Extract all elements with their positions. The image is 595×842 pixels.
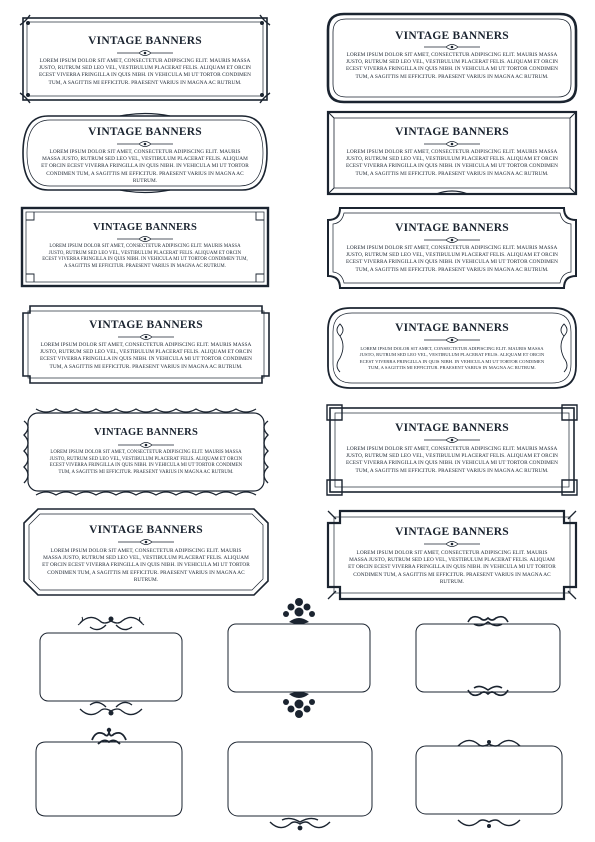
blank-frame-1 [38,611,184,721]
banner-body-text: LOREM IPSUM DOLOR SIT AMET, CONSECTETUR ADIPISCING ELIT. MAURIS MASSA JUSTO, RUTRUM SED LEO VEL, VESTIBULUM PLACERAT FELIS. ALIQUAM ET ORCIN ECEST VIVERRA FRINGILLA IN QUIS NIBH. IN VEHICULA MI UT TORTOR CONDIMEN TUM, A SAGITTIS MI EFFICITUR. PRAESENT VARIUS IN MAGNA AC RUTRUM. [42,244,248,269]
vintage-banner-11 [22,507,270,597]
banner-body-text: LOREM IPSUM DOLOR SIT AMET, CONSECTETUR ADIPISCING ELIT. MAURIS MASSA JUSTO, RUTRUM SED LEO VEL, VESTIBULUM PLACERAT FELIS. ALIQUAM ET ORCIN ECEST VIVERRA FRINGILLA IN QUIS NIBH. IN VEHICULA MI UT TORTOR CONDIMEN TUM, A SAGITTIS MI EFFICITUR. PRAESENT VARIUS IN MAGNA AC RUTRUM. [348,550,556,585]
flourish-divider [422,540,482,548]
banner-title: VINTAGE BANNERS [88,35,202,47]
vintage-banner-5 [20,206,270,288]
flourish-divider [115,49,175,57]
banner-title: VINTAGE BANNERS [395,30,509,42]
banner-title: VINTAGE BANNERS [395,222,509,234]
flourish-divider [116,333,176,341]
ornament-bottom [283,692,315,718]
vintage-banner-1 [20,15,270,103]
blank-frame-4 [34,726,184,820]
vintage-banner-7 [20,303,272,386]
banner-body-text: LOREM IPSUM DOLOR SIT AMET, CONSECTETUR ADIPISCING ELIT. MAURIS MASSA JUSTO, RUTRUM SED LEO VEL, VESTIBULUM PLACERAT FELIS. ALIQUAM ET ORCIN ECEST VIVERRA FRINGILLA IN QUIS NIBH. IN VEHICULA MI UT TORTOR CONDIMEN TUM, A SAGITTIS MI EFFICITUR. PRAESENT VARIUS IN MAGNA AC RUTRUM. [42,548,250,583]
banner-body-text: LOREM IPSUM DOLOR SIT AMET, CONSECTETUR ADIPISCING ELIT. MAURIS MASSA JUSTO, RUTRUM SED LEO VEL, VESTIBULUM PLACERAT FELIS. ALIQUAM ET ORCIN ECEST VIVERRA FRINGILLA IN QUIS NIBH. IN VEHICULA MI UT TORTOR CONDIMEN TUM, A SAGITTIS MI EFFICITUR. PRAESENT VARIUS IN MAGNA AC RUTRUM. [38,58,252,86]
banner-title: VINTAGE BANNERS [89,319,203,331]
flourish-divider [116,441,176,449]
vintage-banner-4 [326,110,578,196]
vintage-banner-12 [326,509,578,601]
flourish-divider [422,436,482,444]
banner-body-text: LOREM IPSUM DOLOR SIT AMET, CONSECTETUR ADIPISCING ELIT. MAURIS MASSA JUSTO, RUTRUM SED LEO VEL, VESTIBULUM PLACERAT FELIS. ALIQUAM ET ORCIN ECEST VIVERRA FRINGILLA IN QUIS NIBH. IN VEHICULA MI UT TORTOR CONDIMEN TUM, A SAGITTIS MI EFFICITUR. PRAESENT VARIUS IN MAGNA AC RUTRUM. [345,149,559,177]
banner-body-text: LOREM IPSUM DOLOR SIT AMET, CONSECTETUR ADIPISCING ELIT. MAURIS MASSA JUSTO, RUTRUM SED LEO VEL, VESTIBULUM PLACERAT FELIS. ALIQUAM ET ORCIN ECEST VIVERRA FRINGILLA IN QUIS NIBH. IN VEHICULA MI UT TORTOR CONDIMEN TUM, A SAGITTIS MI EFFICITUR. PRAESENT VARIUS IN MAGNA AC RUTRUM. [359,346,545,370]
vintage-banner-9 [22,407,270,497]
banner-body-text: LOREM IPSUM DOLOR SIT AMET, CONSECTETUR ADIPISCING ELIT. MAURIS MASSA JUSTO, RUTRUM SED LEO VEL, VESTIBULUM PLACERAT FELIS. ALIQUAM ET ORCIN ECEST VIVERRA FRINGILLA IN QUIS NIBH. IN VEHICULA MI UT TORTOR CONDIMEN TUM, A SAGITTIS MI EFFICITUR. PRAESENT VARIUS IN MAGNA AC RUTRUM. [49,450,243,475]
flourish-divider [422,43,482,51]
vintage-banner-2 [326,12,578,104]
ornament-bottom [468,686,508,695]
vintage-banner-3 [20,113,270,193]
banner-title: VINTAGE BANNERS [395,322,509,334]
banner-title: VINTAGE BANNERS [395,526,509,538]
flourish-divider [422,140,482,148]
banner-body-text: LOREM IPSUM DOLOR SIT AMET, CONSECTETUR ADIPISCING ELIT. MAURIS MASSA JUSTO, RUTRUM SED LEO VEL, VESTIBULUM PLACERAT FELIS. ALIQUAM ET ORCIN ECEST VIVERRA FRINGILLA IN QUIS NIBH. IN VEHICULA MI UT TORTOR CONDIMEN TUM, A SAGITTIS MI EFFICITUR. PRAESENT VARIUS IN MAGNA AC RUTRUM. [39,342,253,370]
banner-title: VINTAGE BANNERS [395,126,509,138]
blank-frame-2 [226,596,372,720]
flourish-divider [422,336,482,344]
vintage-banner-8 [326,306,578,390]
vintage-banner-6 [326,206,578,290]
banner-body-text: LOREM IPSUM DOLOR SIT AMET, CONSECTETUR ADIPISCING ELIT. MAURIS MASSA JUSTO, RUTRUM SED LEO VEL, VESTIBULUM PLACERAT FELIS. ALIQUAM ET ORCIN ECEST VIVERRA FRINGILLA IN QUIS NIBH. IN VEHICULA MI UT TORTOR CONDIMEN TUM, A SAGITTIS MI EFFICITUR. PRAESENT VARIUS IN MAGNA AC RUTRUM. [345,245,559,273]
flourish-divider [115,235,175,243]
blank-frame-5 [226,740,374,836]
flourish-divider [116,538,176,546]
flourish-divider [422,236,482,244]
banner-title: VINTAGE BANNERS [93,427,199,438]
banner-title: VINTAGE BANNERS [92,222,198,233]
vintage-banner-10 [326,404,578,496]
flourish-divider [115,140,175,148]
ornament-top [283,598,315,624]
blank-frame-3 [414,614,562,700]
blank-frame-6 [414,736,564,832]
banner-title: VINTAGE BANNERS [395,422,509,434]
banner-title: VINTAGE BANNERS [89,524,203,536]
banner-title: VINTAGE BANNERS [88,126,202,138]
banner-body-text: LOREM IPSUM DOLOR SIT AMET, CONSECTETUR ADIPISCING ELIT. MAURIS MASSA JUSTO, RUTRUM SED LEO VEL, VESTIBULUM PLACERAT FELIS. ALIQUAM ET ORCIN ECEST VIVERRA FRINGILLA IN QUIS NIBH. IN VEHICULA MI UT TORTOR CONDIMEN TUM, A SAGITTIS MI EFFICITUR. PRAESENT VARIUS IN MAGNA AC RUTRUM. [41,149,249,184]
banner-body-text: LOREM IPSUM DOLOR SIT AMET, CONSECTETUR ADIPISCING ELIT. MAURIS MASSA JUSTO, RUTRUM SED LEO VEL, VESTIBULUM PLACERAT FELIS. ALIQUAM ET ORCIN ECEST VIVERRA FRINGILLA IN QUIS NIBH. IN VEHICULA MI UT TORTOR CONDIMEN TUM, A SAGITTIS MI EFFICITUR. PRAESENT VARIUS IN MAGNA AC RUTRUM. [345,52,559,80]
banner-body-text: LOREM IPSUM DOLOR SIT AMET, CONSECTETUR ADIPISCING ELIT. MAURIS MASSA JUSTO, RUTRUM SED LEO VEL, VESTIBULUM PLACERAT FELIS. ALIQUAM ET ORCIN ECEST VIVERRA FRINGILLA IN QUIS NIBH. IN VEHICULA MI UT TORTOR CONDIMEN TUM, A SAGITTIS MI EFFICITUR. PRAESENT VARIUS IN MAGNA AC RUTRUM. [345,446,559,474]
